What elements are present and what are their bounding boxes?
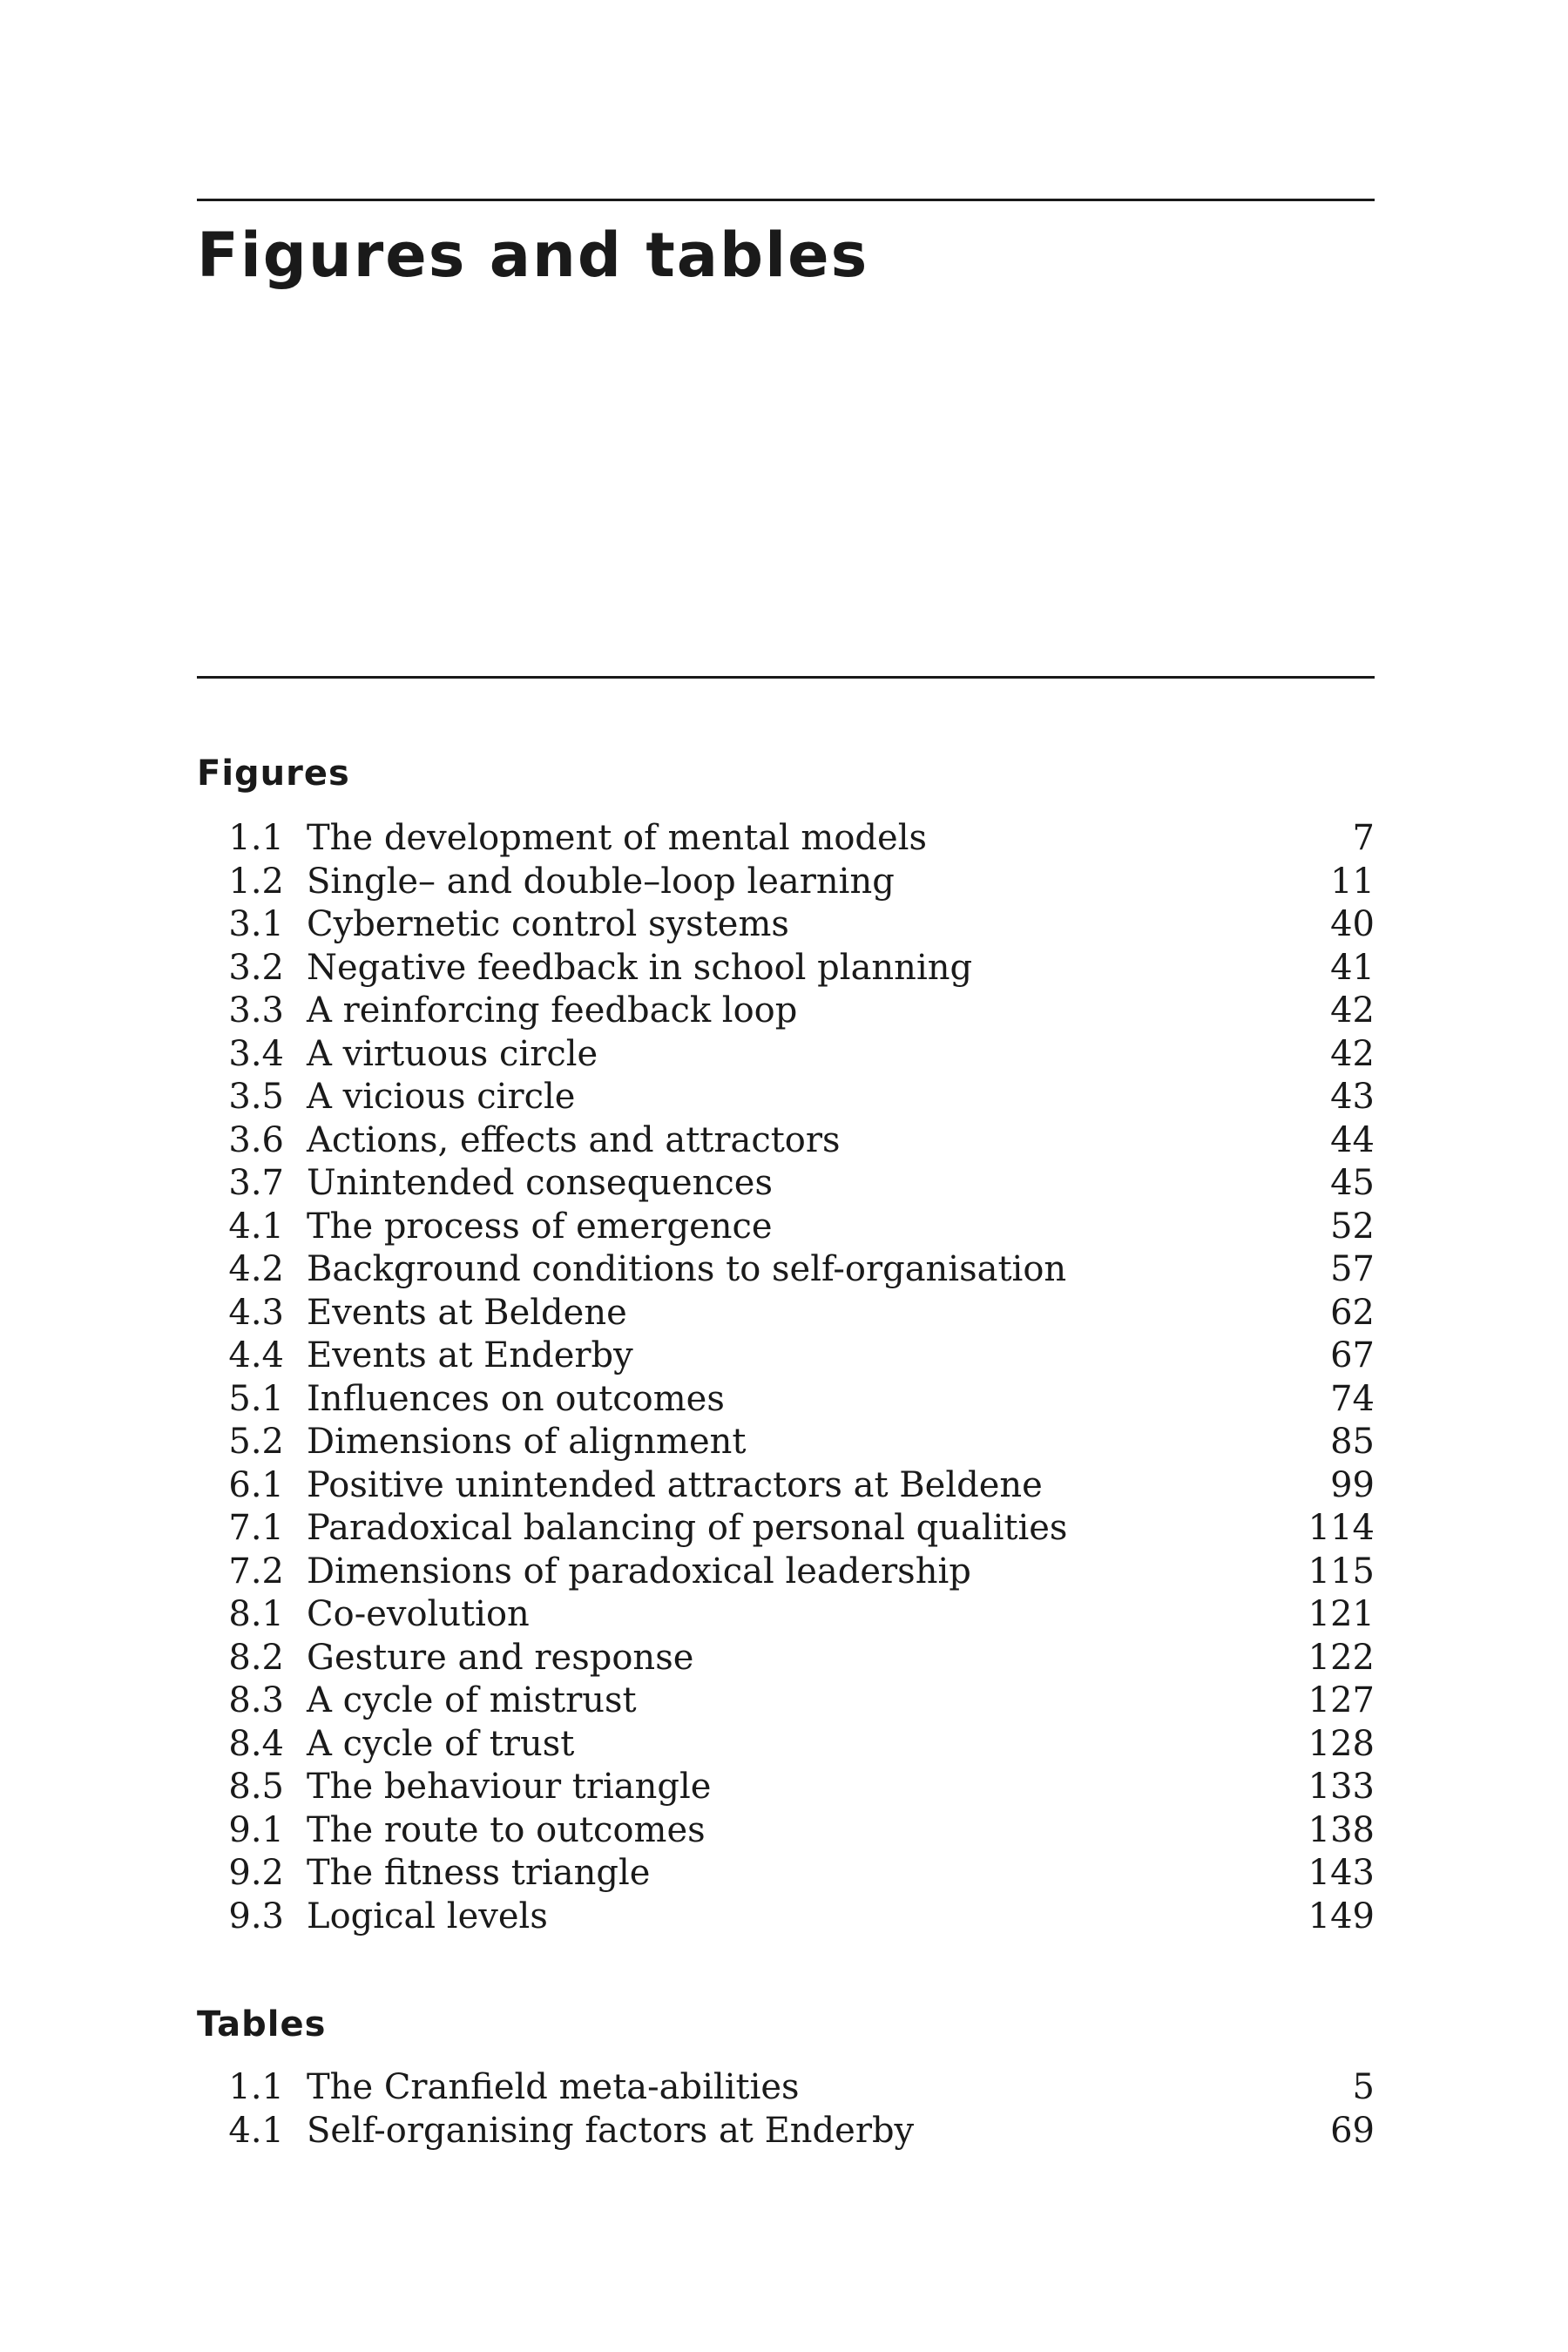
- table-entry: [197, 2110, 1375, 2153]
- entry-number: 5.2: [228, 1422, 284, 1462]
- entry-number: 4.3: [228, 1292, 284, 1333]
- entry-title: A vicious circle: [307, 1077, 576, 1117]
- entry-page-number: 74: [1330, 1378, 1375, 1419]
- entry-page-number: 41: [1330, 947, 1375, 988]
- figure-entry: [197, 947, 1375, 990]
- entry-page-number: 122: [1308, 1637, 1375, 1678]
- entry-page-number: 62: [1330, 1292, 1375, 1333]
- entry-page-number: 138: [1308, 1809, 1375, 1850]
- entry-page-number: 85: [1330, 1422, 1375, 1462]
- entry-number: 1.1: [228, 818, 284, 858]
- entry-number: 7.2: [228, 1551, 284, 1592]
- entry-number: 1.2: [228, 861, 284, 902]
- tables-heading: Tables: [197, 2004, 327, 2044]
- section-rule: [197, 676, 1375, 679]
- figures-list: [197, 817, 1375, 1938]
- entry-number: 3.7: [228, 1163, 284, 1203]
- entry-title: The development of mental models: [307, 818, 928, 858]
- figure-entry: [197, 861, 1375, 904]
- entry-title: Positive unintended attractors at Beldene: [307, 1464, 1043, 1505]
- tables-list: [197, 2066, 1375, 2153]
- entry-page-number: 11: [1330, 861, 1375, 902]
- entry-number: 7.1: [228, 1508, 284, 1548]
- entry-page-number: 69: [1330, 2110, 1375, 2151]
- entry-page-number: 44: [1330, 1119, 1375, 1160]
- entry-page-number: 40: [1330, 904, 1375, 944]
- entry-page-number: 121: [1308, 1594, 1375, 1634]
- entry-page-number: 57: [1330, 1249, 1375, 1289]
- figure-entry: [197, 1464, 1375, 1508]
- entry-page-number: 133: [1308, 1767, 1375, 1807]
- figure-entry: [197, 1206, 1375, 1249]
- figure-entry: [197, 1248, 1375, 1292]
- entry-page-number: 128: [1308, 1723, 1375, 1764]
- entry-title: Single– and double–loop learning: [307, 861, 895, 902]
- figure-entry: [197, 903, 1375, 947]
- entry-title: Cybernetic control systems: [307, 904, 789, 944]
- entry-title: Self-organising factors at Enderby: [307, 2110, 915, 2151]
- entry-title: A virtuous circle: [307, 1033, 598, 1074]
- figure-entry: [197, 1421, 1375, 1464]
- entry-title: The route to outcomes: [307, 1809, 706, 1850]
- figure-entry: [197, 1723, 1375, 1767]
- entry-title: Dimensions of paradoxical leadership: [307, 1551, 971, 1592]
- figure-entry: [197, 1507, 1375, 1551]
- entry-title: Paradoxical balancing of personal qualities: [307, 1508, 1068, 1548]
- entry-number: 4.1: [228, 1206, 284, 1247]
- entry-title: Logical levels: [307, 1896, 548, 1936]
- figure-entry: [197, 1852, 1375, 1896]
- entry-page-number: 99: [1330, 1464, 1375, 1505]
- entry-page-number: 143: [1308, 1853, 1375, 1893]
- entry-number: 3.1: [228, 904, 284, 944]
- figure-entry: [197, 1637, 1375, 1680]
- entry-page-number: 42: [1330, 990, 1375, 1031]
- entry-title: Dimensions of alignment: [307, 1422, 747, 1462]
- entry-number: 6.1: [228, 1464, 284, 1505]
- figure-entry: [197, 1680, 1375, 1723]
- entry-number: 8.3: [228, 1680, 284, 1720]
- entry-number: 8.2: [228, 1637, 284, 1678]
- entry-number: 5.1: [228, 1378, 284, 1419]
- table-entry: [197, 2066, 1375, 2110]
- entry-page-number: 114: [1308, 1508, 1375, 1548]
- figure-entry: [197, 1076, 1375, 1119]
- page-title: Figures and tables: [197, 220, 869, 291]
- entry-page-number: 7: [1352, 818, 1375, 858]
- entry-page-number: 67: [1330, 1335, 1375, 1375]
- entry-title: Events at Enderby: [307, 1335, 633, 1375]
- entry-title: The Cranfield meta-abilities: [307, 2067, 800, 2107]
- entry-title: Events at Beldene: [307, 1292, 627, 1333]
- figure-entry: [197, 1119, 1375, 1163]
- figure-entry: [197, 1378, 1375, 1422]
- figure-entry: [197, 1335, 1375, 1378]
- figure-entry: [197, 1766, 1375, 1809]
- entry-number: 3.2: [228, 947, 284, 988]
- entry-title: Influences on outcomes: [307, 1378, 725, 1419]
- entry-page-number: 43: [1330, 1077, 1375, 1117]
- figure-entry: [197, 1896, 1375, 1939]
- figure-entry: [197, 1033, 1375, 1077]
- figures-heading: Figures: [197, 754, 350, 794]
- entry-title: The process of emergence: [307, 1206, 773, 1247]
- entry-page-number: 127: [1308, 1680, 1375, 1720]
- entry-number: 9.2: [228, 1853, 284, 1893]
- entry-number: 8.5: [228, 1767, 284, 1807]
- entry-number: 9.3: [228, 1896, 284, 1936]
- figure-entry: [197, 1162, 1375, 1206]
- entry-number: 4.1: [228, 2110, 284, 2151]
- top-rule: [197, 199, 1375, 201]
- entry-number: 4.2: [228, 1249, 284, 1289]
- entry-title: A cycle of mistrust: [307, 1680, 637, 1720]
- entry-title: Unintended consequences: [307, 1163, 773, 1203]
- entry-title: Background conditions to self-organisation: [307, 1249, 1067, 1289]
- entry-number: 3.4: [228, 1033, 284, 1074]
- figure-entry: [197, 1593, 1375, 1637]
- entry-number: 3.6: [228, 1119, 284, 1160]
- entry-number: 1.1: [228, 2067, 284, 2107]
- entry-title: The fitness triangle: [307, 1853, 651, 1893]
- entry-page-number: 5: [1352, 2067, 1375, 2107]
- figure-entry: [197, 1551, 1375, 1594]
- entry-page-number: 42: [1330, 1033, 1375, 1074]
- figure-entry: [197, 1809, 1375, 1853]
- entry-title: The behaviour triangle: [307, 1767, 712, 1807]
- entry-page-number: 45: [1330, 1163, 1375, 1203]
- entry-title: A reinforcing feedback loop: [307, 990, 798, 1031]
- entry-page-number: 52: [1330, 1206, 1375, 1247]
- entry-title: Gesture and response: [307, 1637, 694, 1678]
- entry-number: 8.1: [228, 1594, 284, 1634]
- entry-title: Co-evolution: [307, 1594, 530, 1634]
- figure-entry: [197, 817, 1375, 861]
- entry-title: Actions, effects and attractors: [307, 1119, 841, 1160]
- entry-title: A cycle of trust: [307, 1723, 575, 1764]
- entry-number: 3.5: [228, 1077, 284, 1117]
- entry-number: 8.4: [228, 1723, 284, 1764]
- figure-entry: [197, 1292, 1375, 1335]
- entry-number: 4.4: [228, 1335, 284, 1375]
- entry-number: 9.1: [228, 1809, 284, 1850]
- entry-title: Negative feedback in school planning: [307, 947, 973, 988]
- entry-page-number: 149: [1308, 1896, 1375, 1936]
- figure-entry: [197, 990, 1375, 1033]
- entry-page-number: 115: [1308, 1551, 1375, 1592]
- entry-number: 3.3: [228, 990, 284, 1031]
